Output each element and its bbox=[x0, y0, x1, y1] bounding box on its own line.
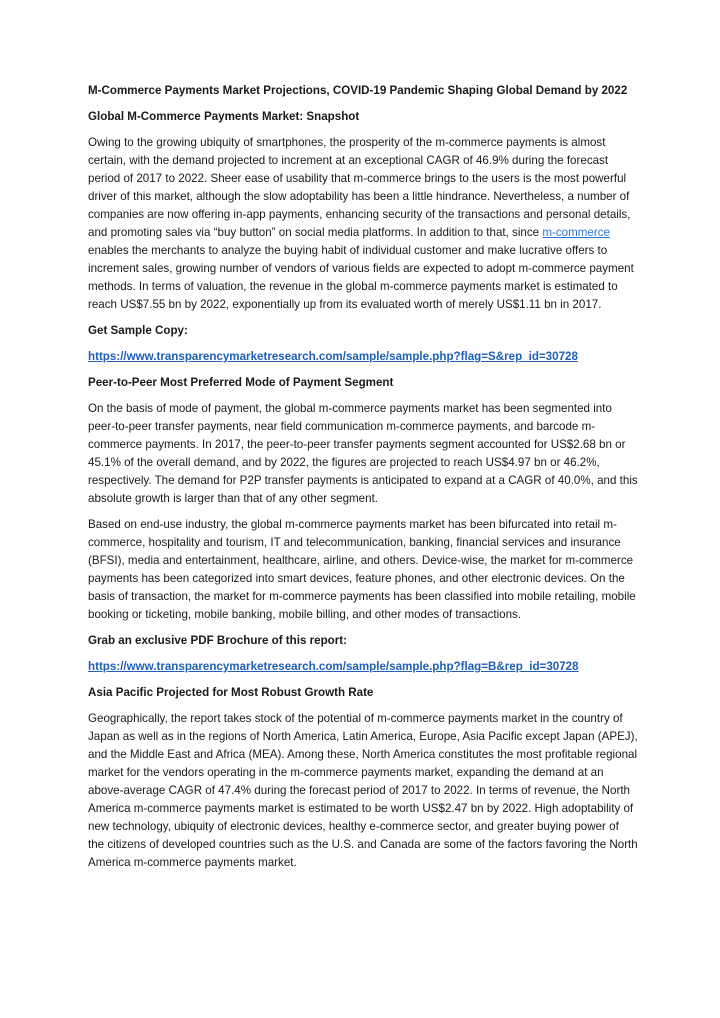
apac-paragraph: Geographically, the report takes stock of the potential of m-commerce payments market in the country of Japan as well as in the regions of North America, Latin America, Europe, Asia Pacific except Japan (APEJ), and the Middle East and Africa (MEA). Among these, North America constitutes the most profitable regional market for the vendors operating in the m-commerce payments market, expanding the demand at an above-average CAGR of 47.4% during the forecast period of 2017 to 2022. In terms of revenue, the North America m-commerce payments market is estimated to be worth US$2.47 bn by 2022. High adoptability of new technology, ubiquity of electronic devices, healthy e-commerce sector, and greater buying power of the citizens of developed countries such as the U.S. and Canada are some of the factors favoring the North America m-commerce payments market. bbox=[88, 712, 638, 869]
document-page bbox=[88, 82, 638, 880]
p2p-heading: Peer-to-Peer Most Preferred Mode of Payment Segment bbox=[88, 376, 394, 389]
p2p-paragraph: On the basis of mode of payment, the global m-commerce payments market has been segmented into peer-to-peer transfer payments, near field communication m-commerce payments, and barcode m-commerce payments. In 2017, the peer-to-peer transfer payments segment accounted for US$2.68 bn or 45.1% of the overall demand, and by 2022, the figures are projected to reach US$4.97 bn or 46.2%, respectively. The demand for P2P transfer payments is anticipated to expand at a CAGR of 40.0%, and this absolute growth is larger than that of any other segment. bbox=[88, 402, 638, 505]
document-title: M-Commerce Payments Market Projections, COVID-19 Pandemic Shaping Global Demand by 2022 bbox=[88, 84, 628, 97]
brochure-link-line bbox=[88, 658, 638, 676]
brochure-link[interactable]: https://www.transparencymarketresearch.com/sample/sample.php?flag=B&rep_id=30728 bbox=[88, 660, 579, 673]
snapshot-text-after-link: enables the merchants to analyze the buying habit of individual customer and make lucrative offers to increment sales, growing number of vendors of various fields are expected to adopt m-commerce payment methods. In terms of valuation, the revenue in the global m-commerce payments market is estimated to reach US$7.55 bn by 2022, exponentially up from its evaluated worth of merely US$1.11 bn in 2017. bbox=[88, 244, 634, 311]
brochure-label: Grab an exclusive PDF Brochure of this report: bbox=[88, 634, 347, 647]
end-use-paragraph: Based on end-use industry, the global m-commerce payments market has been bifurcated into retail m-commerce, hospitality and tourism, IT and telecommunication, banking, financial services and insurance (BFSI), media and entertainment, healthcare, airline, and others. Device-wise, the market for m-commerce payments has been categorized into smart devices, feature phones, and other electronic devices. On the basis of transaction, the market for m-commerce payments has been classified into mobile retailing, mobile booking or ticketing, mobile banking, mobile billing, and other modes of transactions. bbox=[88, 518, 636, 621]
m-commerce-link[interactable]: m-commerce bbox=[542, 226, 610, 239]
snapshot-text-before-link: Owing to the growing ubiquity of smartphones, the prosperity of the m-commerce payments is almost certain, with the demand projected to increment at an exceptional CAGR of 46.9% during the forecast period of 2017 to 2022. Sheer ease of usability that m-commerce brings to the users is the most powerful driver of this market, although the slow adoptability has been a little hindrance. Nevertheless, a number of companies are now offering in-app payments, enhancing security of the transactions and personal details, and promoting sales via “buy button” on social media platforms. In addition to that, since bbox=[88, 136, 631, 239]
snapshot-heading: Global M-Commerce Payments Market: Snapshot bbox=[88, 110, 360, 123]
sample-link-line bbox=[88, 348, 638, 366]
sample-copy-label: Get Sample Copy: bbox=[88, 324, 188, 337]
apac-heading: Asia Pacific Projected for Most Robust Growth Rate bbox=[88, 686, 374, 699]
sample-copy-link[interactable]: https://www.transparencymarketresearch.com/sample/sample.php?flag=S&rep_id=30728 bbox=[88, 350, 578, 363]
snapshot-paragraph bbox=[88, 134, 638, 314]
